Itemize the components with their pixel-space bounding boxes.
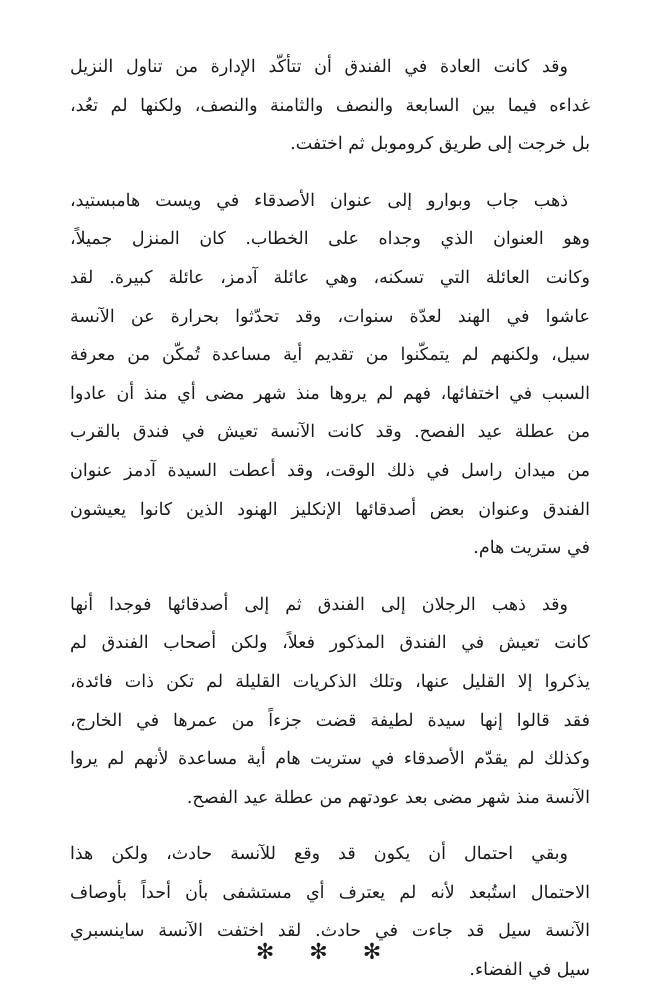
text-line: وبقي احتمال أن يكون قد وقع للآنسة حادث، ولكن هذا [70,844,568,865]
text-line: في ستريت هام. [473,538,590,559]
text-line: يذكروا إلا القليل عنها، وتلك الذكريات القليلة لم تكن ذات فائدة، [70,671,590,692]
text-line: وكانت العائلة التي تسكنه، وهي عائلة آدمز، عائلة كبيرة. لقد [70,267,590,288]
text-line: غداءه فيما بين السابعة والنصف والثامنة والنصف، ولكنها لم تعُد، [70,95,590,116]
paragraph-2 [70,182,590,568]
text-line: الآنسة سيل قد جاءت في حادث. لقد اختفت الآنسة ساينسبري [70,921,590,942]
text-line: كانت تعيش في الفندق المذكور فعلاً، ولكن أصحاب الفندق لم [70,633,590,654]
text-line: الآنسة منذ شهر مضى بعد عودتهم من عطلة عيد الفصح. [186,787,590,808]
text-line: من ميدان راسل في ذلك الوقت، وقد أعطت السيدة آدمز عنوان [70,460,590,481]
paragraph-1 [70,48,590,164]
text-line: السبب في اختفائها، فهم لم يروها منذ شهر مضى أي منذ أن عادوا [70,383,590,404]
text-line: سيل في الفضاء. [469,960,590,981]
paragraph-4 [70,835,590,989]
text-line: بل خرجت إلى طريق كروموبل ثم اختفت. [290,134,590,155]
text-line: من عطلة عيد الفصح. وقد كانت الآنسة تعيش في فندق بالقرب [70,422,590,443]
text-line: وقد كانت العادة في الفندق أن تتأكّد الإدارة من تناول النزيل [70,57,568,77]
text-line: فقد قالوا إنها سيدة لطيفة قضت جزءاً من عمرها في الخارج، [70,710,590,731]
text-line: وهو العنوان الذي وجداه على الخطاب. كان المنزل جميلاً، [70,229,590,250]
text-line: سيل، ولكنهم لم يتمكّنوا من تقديم أية مساعدة تُمكّن من معرفة [70,345,590,366]
text-line: وكذلك لم يقدّم الأصدقاء في ستريت هام أية مساعدة لأنهم لم يروا [70,749,590,770]
section-break-ornament: ✻ ✻ ✻ [255,940,396,965]
text-line: الاحتمال استُبعد لأنه لم يعترف أي مستشفى بأن أحداً بأوصاف [70,882,590,903]
text-line: ذهب جاب وبوارو إلى عنوان الأصدقاء في ويست هامبستيد، [70,190,568,211]
paragraph-3 [70,586,590,818]
text-line: الفندق وعنوان بعض أصدقائها الإنكليز الهنود الذين كانوا يعيشون [70,499,590,520]
body-text [70,48,590,990]
text-line: عاشوا في الهند لعدّة سنوات، وقد تحدّثوا بحرارة عن الآنسة [70,306,590,327]
text-line: وقد ذهب الرجلان إلى الفندق ثم إلى أصدقائها فوجدا أنها [70,594,568,615]
